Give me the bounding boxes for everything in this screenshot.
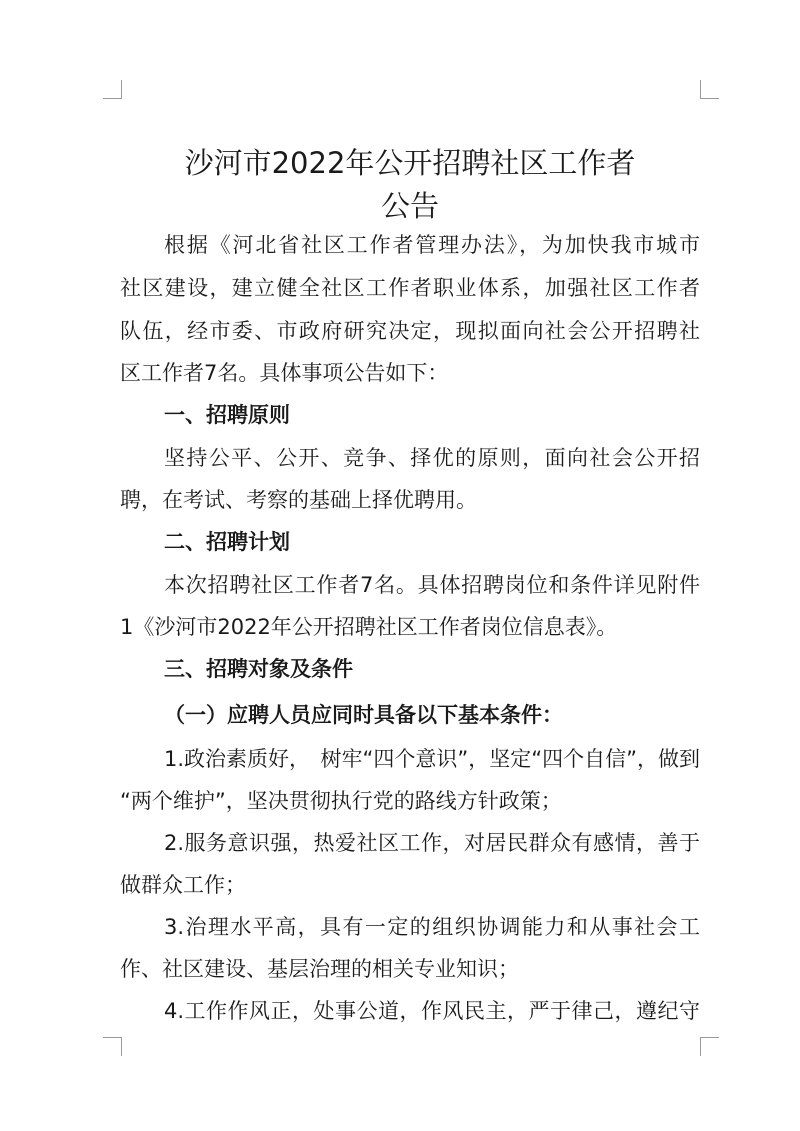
- section-heading: 一、招聘原则: [164, 403, 290, 427]
- paragraph-line: 1《沙河市2022年公开招聘社区工作者岗位信息表》。: [120, 615, 618, 639]
- crop-mark-top-left: [103, 80, 122, 99]
- paragraph-line: “两个维护”，坚决贯彻执行党的路线方针政策；: [120, 789, 562, 813]
- section-heading: 三、招聘对象及条件: [164, 657, 353, 681]
- paragraph-line: 3.治理水平高，具有一定的组织协调能力和从事社会工: [164, 915, 700, 939]
- paragraph-line: 做群众工作；: [120, 873, 246, 897]
- crop-mark-top-right: [700, 80, 719, 99]
- crop-mark-bottom-left: [103, 1037, 122, 1056]
- paragraph-line: 作、社区建设、基层治理的相关专业知识；: [120, 957, 519, 981]
- paragraph-line: 队伍，经市委、市政府研究决定，现拟面向社会公开招聘社: [120, 319, 700, 343]
- paragraph-line: 1.政治素质好， 树牢“四个意识”，坚定“四个自信”，做到: [164, 747, 701, 771]
- paragraph-line: 聘，在考试、考察的基础上择优聘用。: [120, 488, 477, 512]
- paragraph-line: 2.服务意识强，热爱社区工作，对居民群众有感情，善于: [164, 831, 700, 855]
- paragraph-line: 本次招聘社区工作者7名。具体招聘岗位和条件详见附件: [164, 573, 700, 597]
- paragraph-line: 坚持公平、公开、竞争、择优的原则，面向社会公开招: [164, 446, 700, 470]
- crop-mark-bottom-right: [700, 1037, 719, 1056]
- document-title-line2: 公告: [380, 189, 439, 223]
- paragraph-line: 区工作者7名。具体事项公告如下：: [120, 361, 449, 385]
- document-title: 沙河市2022年公开招聘社区工作者: [184, 146, 636, 180]
- section-heading: 二、招聘计划: [164, 530, 290, 554]
- subsection-heading: （一）应聘人员应同时具备以下基本条件：: [164, 703, 563, 727]
- paragraph-line: 社区建设，建立健全社区工作者职业体系，加强社区工作者: [120, 276, 700, 300]
- paragraph-line: 4.工作作风正，处事公道，作风民主，严于律己，遵纪守: [164, 999, 700, 1023]
- paragraph-line: 根据《河北省社区工作者管理办法》，为加快我市城市: [164, 233, 700, 257]
